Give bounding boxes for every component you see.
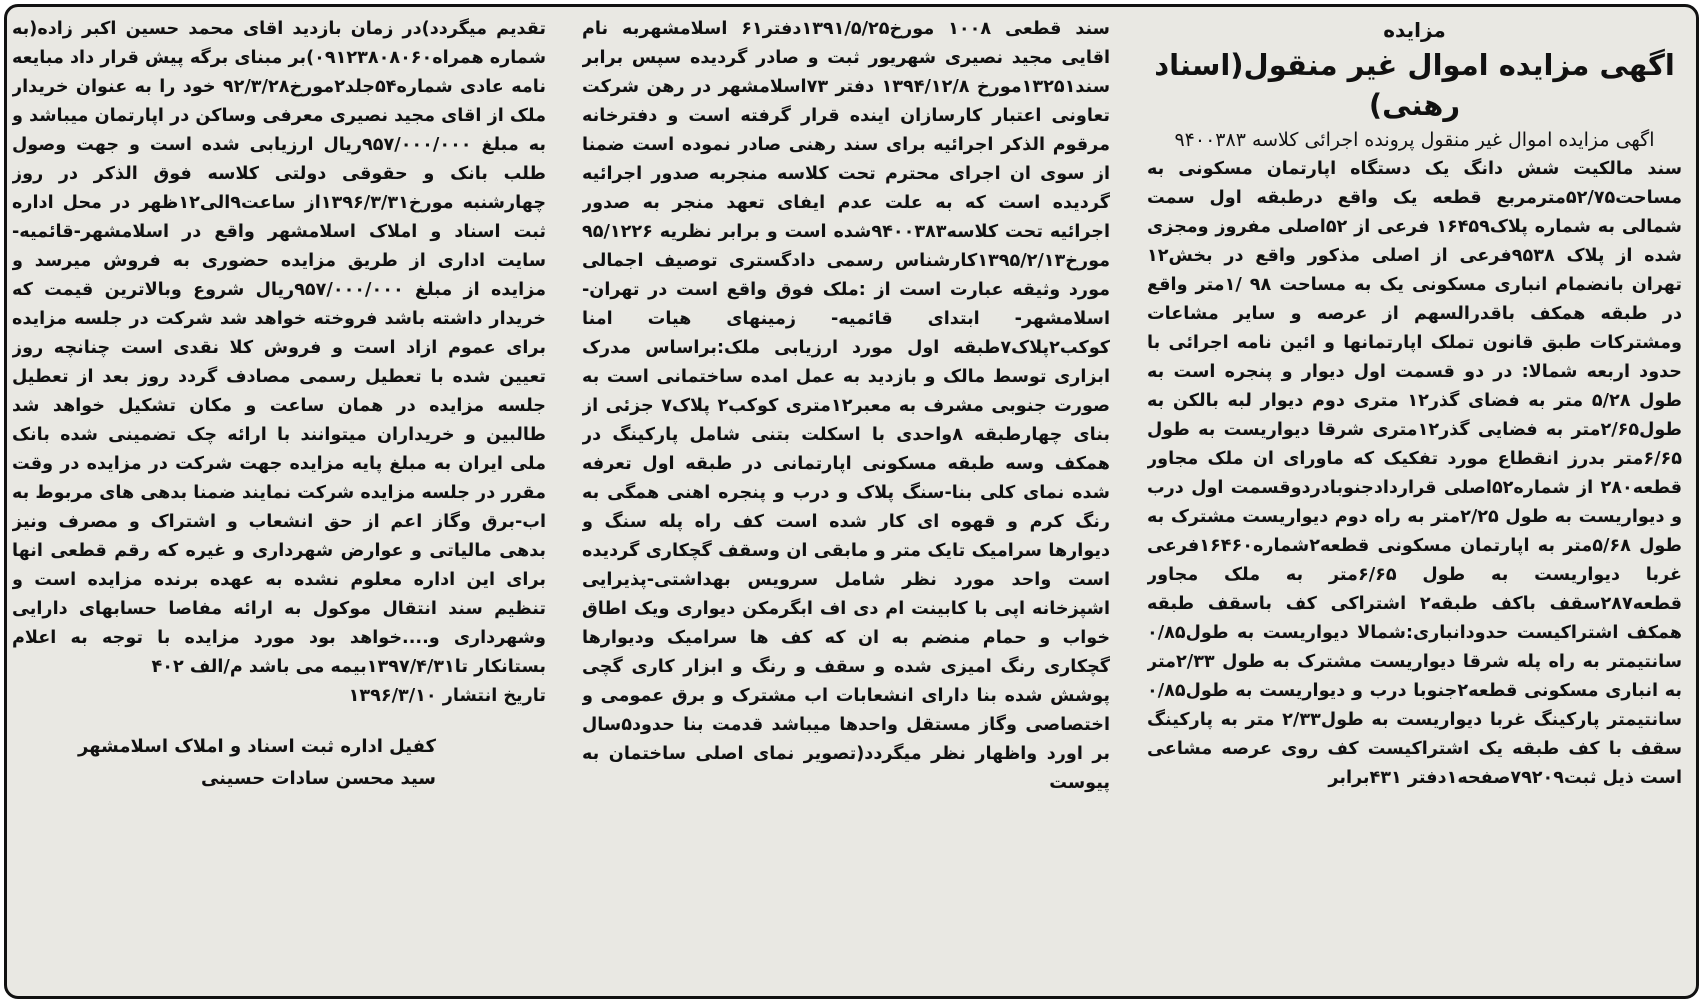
- column-left: [12, 15, 546, 988]
- column-middle-text: سند قطعی ۱۰۰۸ مورخ۱۳۹۱/۵/۲۵دفتر۶۱ اسلامشهربه نام اقایی مجید نصیری شهریور ثبت و صادر گردیده سپس برابر سند۱۳۲۵۱مورخ ۱۳۹۴/۱۲/۸ دفتر ۷۳اسلامشهر در رهن شرکت تعاونی اعتبار کارسازان اینده قرار گرفته است و دفترخانه مرقوم الذکر اجرائیه برای سند رهنی صادر نموده است ضمنا از سوی ان اجرای محترم تحت کلاسه منجربه صدور اجرائیه گردیده است که به علت عدم ایفای تعهد منجر به صدور اجرائیه تحت کلاسه۹۴۰۰۳۸۳شده است و برابر نظریه ۹۵/۱۲۲۶ مورخ۱۳۹۵/۲/۱۳کارشناس رسمی دادگستری توصیف اجمالی مورد وثیقه عبارت است از :ملک فوق واقع است در تهران- اسلامشهر- ابتدای قائمیه- زمینهای هیات امنا کوکب۲پلاک۷طبقه اول مورد ارزیابی ملک:براساس مدرک ابزاری توسط مالک و بازدید به عمل امده ساختمانی است به صورت جنوبی مشرف به معبر۱۲متری کوکب۲ پلاک۷ جزئی از بنای چهارطبقه ۸واحدی با اسکلت بتنی شامل پارکینگ در همکف وسه طبقه مسکونی اپارتمانی در طبقه اول تعرفه شده نمای کلی بنا-سنگ پلاک و درب و پنجره اهنی همگی به رنگ کرم و قهوه ای کار شده است کف راه پله سنگ و دیوارها سرامیک تایک متر و مابقی ان وسقف گچکاری گردیده است واحد مورد نظر شامل سرویس بهداشتی-پذیرایی اشپزخانه اپی با کابینت ام دی اف ابگرمکن دیواری ویک اطاق خواب و حمام منضم به ان که کف ها سرامیک ودیوارها گچکاری رنگ امیزی شده و سقف و رنگ و ابزار کاری گچی پوشش شده بنا دارای انشعابات اب مشترک و برق عمومی و اختصاصی وگاز مستقل واحدها میباشد قدمت بنا حدود۵سال بر اورد واظهار نظر میگردد(تصویر نمای اصلی ساختمان به پیوست: [582, 19, 1110, 793]
- notice-title: اگهی مزایده اموال غیر منقول(اسناد رهنی): [1154, 48, 1675, 122]
- signature-title: کفیل اداره ثبت اسناد و املاک اسلامشهر: [77, 736, 436, 757]
- signature-name: سید محسن سادات حسینی: [200, 768, 436, 789]
- column-right-text: سند مالکیت شش دانگ یک دستگاه اپارتمان مسکونی به مساحت۵۲/۷۵مترمربع قطعه یک واقع درطبقه اول سمت شمالی به شماره پلاک۱۶۴۵۹ فرعی از ۵۲اصلی مفروز ومجزی شده از پلاک ۹۵۳۸فرعی از اصلی مذکور واقع در بخش۱۲ تهران بانضمام انباری مسکونی یک به مساحت ۹۸ /۱متر واقع در طبقه همکف باقدرالسهم از عرصه و سایر مشاعات ومشترکات طبق قانون تملک اپارتمانها و ائین نامه اجرائی با حدود اربعه شمالا: در دو قسمت اول دیوار و پنجره است به طول ۵/۲۸ متر به فضای گذر۱۲ متری دوم دیوار لبه بالکن به طول۲/۶۵متر به فضایی گذر۱۲متری شرقا دیواریست به طول ۶/۶۵متر بدرز انقطاع مورد تفکیک که ماورای ان ملک مجاور قطعه۲۸۰ از شماره۵۲اصلی قراردادجنوبادردوقسمت اول درب و دیواریست به طول ۲/۲۵متر به راه دوم دیواریست مشترک به طول ۵/۶۸متر به اپارتمان مسکونی قطعه۲شماره۱۶۴۶۰فرعی غربا دیواریست به طول ۶/۶۵متر به ملک مجاور قطعه۲۸۷سقف باکف طبقه۲ اشتراکی کف باسقف طبقه همکف اشتراکیست حدودانباری:شمالا دیواریست به طول۰/۸۵ سانتیمتر به راه پله شرقا دیواریست مشترک به طول ۲/۳۳متر به انباری مسکونی قطعه۲جنوبا درب و دیواریست به طول۰/۸۵ سانتیمتر پارکینگ غربا دیواریست به طول۲/۳۳ متر به پارکینگ سقف با کف طبقه یک اشتراکیست کف روی عرصه مشاعی است ذیل ثبت۷۹۲۰۹صفحه۱دفتر ۴۳۱برابر: [1147, 159, 1682, 788]
- column-left-text: تقدیم میگردد)در زمان بازدید اقای محمد حسین اکبر زاده(به شماره همراه۰۹۱۲۳۸۰۸۰۶۰)بر مبنای برگه پیش قرار داد مبایعه نامه عادی شماره۵۴جلد۲مورخ۹۲/۳/۲۸ خود را به عنوان خریدار ملک از اقای مجید نصیری معرفی وساکن در اپارتمان میباشد و به مبلغ ۹۵۷/۰۰۰/۰۰۰ریال ارزیابی شده است و جهت وصول طلب بانک و حقوقی دولتی کلاسه فوق الذکر در روز چهارشنبه مورخ۱۳۹۶/۳/۳۱از ساعت۹الی۱۲ظهر در محل اداره ثبت اسناد و املاک اسلامشهر واقع در اسلامشهر-قائمیه-سایت اداری از طریق مزایده حضوری به فروش میرسد و مزایده از مبلغ ۹۵۷/۰۰۰/۰۰۰ریال شروع وبالاترین قیمت که خریدار داشته باشد فروخته خواهد شد شرکت در جلسه مزایده برای عموم ازاد است و فروش کلا نقدی است چنانچه روز تعیین شده با تعطیل رسمی مصادف گردد روز بعد از تعطیل جلسه مزایده در همان ساعت و مکان تشکیل خواهد شد طالبین و خریداران میتوانند با ارائه چک تضمینی شده بانک ملی ایران به مبلغ پایه مزایده جهت شرکت در مزایده در وقت مقرر در جلسه مزایده شرکت نمایند ضمنا بدهی های مربوط به اب-برق وگاز اعم از حق انشعاب و اشتراک و مصرف ونیز بدهی مالیاتی و عوارض شهرداری و غیره که رقم قطعی انها برای این اداره معلوم نشده به عهده برنده مزایده است و تنظیم سند انتقال موکول به ارائه مفاصا حسابهای دارایی وشهرداری و....خواهد بود مورد مزایده با توجه به اعلام بستانکار تا۱۳۹۷/۴/۳۱بیمه می باشد م/الف ۴۰۲: [12, 19, 546, 677]
- notice-label: مزایده: [1383, 18, 1446, 42]
- column-middle: [582, 15, 1110, 988]
- column-right: [1147, 15, 1682, 988]
- notice-frame: [4, 4, 1699, 999]
- publish-date: تاریخ انتشار ۱۳۹۶/۳/۱۰: [348, 686, 546, 706]
- signature-block: [12, 731, 546, 795]
- notice-subtitle: اگهی مزایده اموال غیر منقول پرونده اجرائی کلاسه ۹۴۰۰۳۸۳: [1174, 129, 1655, 151]
